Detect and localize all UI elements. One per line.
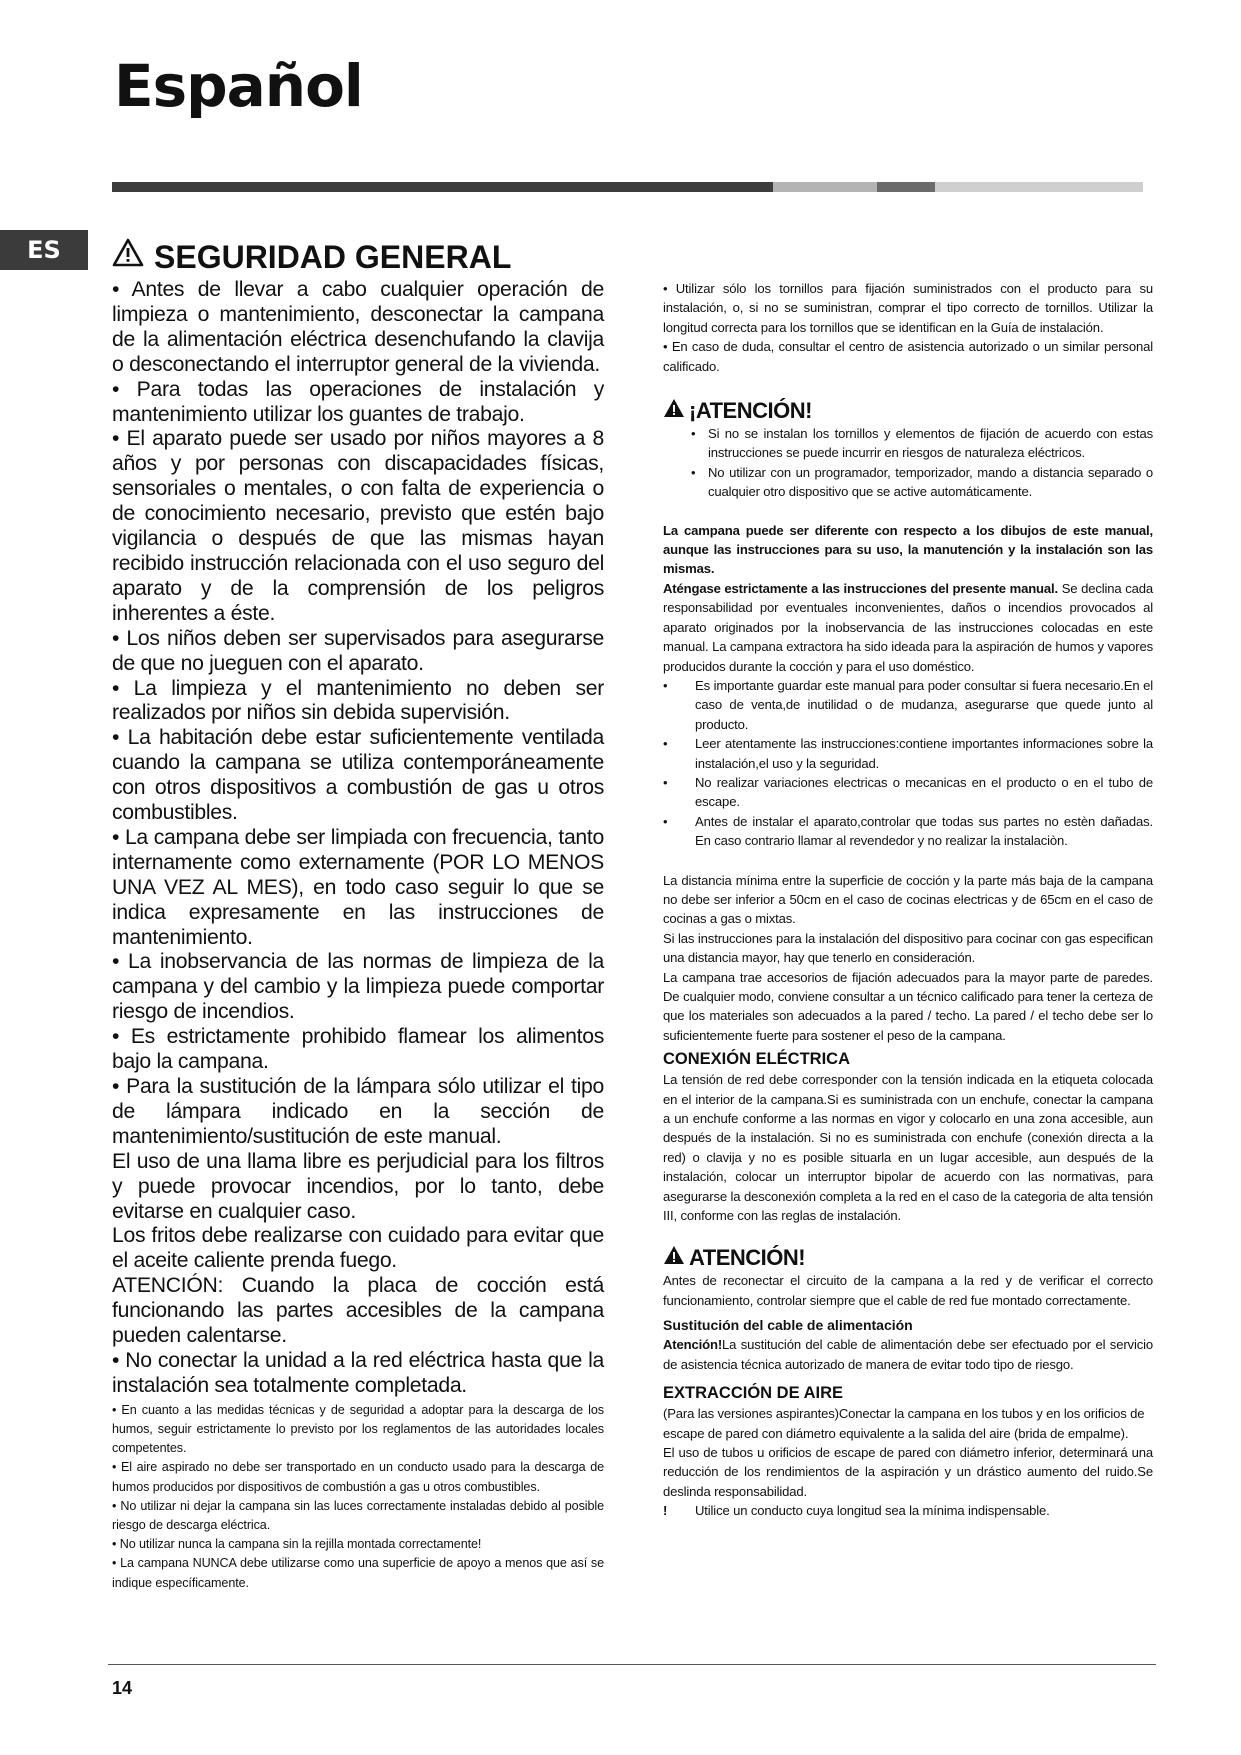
lead-rest: Se declina cada responsabilidad por eventuales inconvenientes, daños o incendios provocados al aparato originados por la inobservancia de las instrucciones colocadas en este manual. La campana extractora ha sido ideada para la aspiración de humos y vapores producidos durante la cocción y para el uso doméstico. xyxy=(663,580,1153,674)
list-item-text: Es importante guardar este manual para poder consultar si fuera necesario.En el caso de venta,de inutilidad o de mudanza, asegurarse que quede junto al producto. xyxy=(695,677,1153,732)
list-item-text: No utilizar con un programador, temporizador, mando a distancia separado o cualquier otro dispositivo que se active automáticamente. xyxy=(708,464,1153,500)
electrical-heading: CONEXIÓN ELÉCTRICA xyxy=(663,1050,851,1069)
safety-main-text xyxy=(112,278,604,1399)
list-item-text: Si no se instalan los tornillos y elementos de fijación de acuerdo con estas instrucciones se puede incurrir en riesgos de naturaleza eléctricos. xyxy=(708,426,1153,461)
cable-text: La sustitución del cable de alimentación debe ser efectuado por el servicio de asistencia técnica autorizado de manera de evitar todo tipo de riesgo. xyxy=(663,1337,1153,1372)
paragraph: (Para las versiones aspirantes)Conectar la campana en los tubos y en los orificios de escape de pared con diámetro equivalente a la salida del aire (brida de empalme). xyxy=(663,1406,1145,1441)
bullet: • xyxy=(663,677,668,693)
bullet: • xyxy=(691,464,696,480)
air-heading: EXTRACCIÓN DE AIRE xyxy=(663,1384,843,1403)
paragraph: • La inobservancia de las normas de limpieza de la campana y del cambio y la limpieza puede comportar riesgo de incendios. xyxy=(112,950,604,1024)
list-item-text: No realizar variaciones electricas o mecanicas en el producto o en el tubo de escape. xyxy=(695,774,1153,810)
paragraph: • Utilizar sólo los tornillos para fijación suministrados con el producto para su instalación, o, si no se suministran, comprar el tipo correcto de tornillos. Utilizar la longitud correcta para los tornillos que se identifican en la Guía de instalación. xyxy=(663,281,1153,335)
warning-heading-text: ¡ATENCIÓN! xyxy=(689,398,812,424)
paragraph: La campana trae accesorios de fijación adecuados para la mayor parte de paredes. De cualquier modo, conviene consultar a un técnico calificado para tener la certeza de que los materiales son adecuados a la pared / techo. La pared / el techo debe ser lo suficientemente fuerte para sostener el peso de la campana. xyxy=(663,969,1153,1043)
paragraph: Antes de reconectar el circuito de la campana a la red y de verificar el correcto funcionamiento, controlar siempre que el cable de red fue montado correctamente. xyxy=(663,1273,1153,1308)
paragraph: • Para la sustitución de la lámpara sólo utilizar el tipo de lámpara indicado en la sección de mantenimiento/sustitución de este manual. xyxy=(112,1075,604,1148)
list-item xyxy=(663,734,1153,773)
header-bar-dark xyxy=(112,182,773,192)
bullet: • xyxy=(663,813,668,829)
list-item xyxy=(663,463,1153,502)
warning-heading xyxy=(663,398,1153,424)
paragraph: • No conectar la unidad a la red eléctrica hasta que la instalación sea totalmente completada. xyxy=(112,1348,604,1397)
bold-notice xyxy=(663,521,1153,579)
paragraph xyxy=(663,579,1153,676)
list-item-text: Leer atentamente las instrucciones:contiene importantes informaciones sobre la instalación,el uso y la seguridad. xyxy=(695,736,1153,771)
paragraph: • No utilizar nunca la campana sin la rejilla montada correctamente! xyxy=(112,1537,482,1552)
bold-lead: Aténgase estrictamente a las instrucciones del presente manual. xyxy=(663,580,1059,596)
list-item-text: Antes de instalar el aparato,controlar que todas sus partes no estèn dañadas. En caso contrario llamar al revendedor y no realizar la instalaciòn. xyxy=(695,813,1153,849)
section-title-text: SEGURIDAD GENERAL xyxy=(154,238,512,275)
list-item xyxy=(663,812,1153,851)
left-column xyxy=(112,238,604,1593)
bullet: • xyxy=(663,774,668,790)
page-number: 14 xyxy=(112,1678,133,1698)
paragraph: La tensión de red debe corresponder con la tensión indicada en la etiqueta colocada en el interior de la campana.Si es suministrada con un enchufe, conectar la campana a un enchufe conforme a las normas en vigor y colocarlo en una zona accesible, aun después de la instalación. Si no es suministrada con enchufe (conexión directa a la red) o clavija y no es posible situarla en un lugar accesible, aun después de la instalación, colocar un interruptor bipolar de acuerdo con las normativas, para asegurarse la desconexión completa a la red en el caso de la categoria de alta tensión III, conforme con las reglas de instalación. xyxy=(663,1072,1153,1224)
paragraph: • La habitación debe estar suficientemente ventilada cuando la campana se utiliza contemporáneamente con otros dispositivos a combustión de gas u otros combustibles. xyxy=(112,726,604,825)
list-item xyxy=(663,773,1153,812)
footer-divider xyxy=(108,1664,1156,1665)
list-item xyxy=(663,1501,1153,1520)
paragraph: Los fritos debe realizarse con cuidado para evitar que el aceite caliente prenda fuego. xyxy=(112,1224,604,1273)
safety-small-text xyxy=(112,1401,604,1593)
section-title xyxy=(112,238,604,276)
exclamation-mark: ! xyxy=(663,1503,668,1519)
list-item-text: Utilice un conducto cuya longitud sea la mínima indispensable. xyxy=(695,1503,1050,1519)
header-bar-light xyxy=(773,182,877,192)
paragraph xyxy=(663,1335,1153,1374)
cable-bold: Atención! xyxy=(663,1337,723,1353)
paragraph: • Es estrictamente prohibido flamear los alimentos bajo la campana. xyxy=(112,1025,604,1074)
paragraph: • No utilizar ni dejar la campana sin las luces correctamente instaladas debido al posible riesgo de descarga eléctrica. xyxy=(112,1498,604,1532)
bold-notice-text: La campana puede ser diferente con respecto a los dibujos de este manual, aunque las instrucciones para su uso, la manutención y la instalación son las mismas. xyxy=(663,522,1153,577)
language-tab: ES xyxy=(0,230,88,270)
paragraph: • El aparato puede ser usado por niños mayores a 8 años y por personas con discapacidades físicas, sensoriales o mentales, o con falta de experiencia o de conocimiento necesario, previsto que estén bajo vigilancia o después de que las mismas hayan recibido instrucción relacionada con el uso seguro del aparato y de la comprensión de los peligros inherentes a éste. xyxy=(112,427,604,625)
paragraph: • En cuanto a las medidas técnicas y de seguridad a adoptar para la descarga de los humos, seguir estrictamente lo previsto por los reglamentos de las autoridades locales competentes. xyxy=(112,1402,604,1456)
paragraph: • La campana NUNCA debe utilizarse como una superficie de apoyo a menos que así se indique específicamente. xyxy=(112,1556,604,1590)
page-title: Español xyxy=(114,52,363,120)
bullet: • xyxy=(691,426,696,442)
header-bar-mid xyxy=(877,182,935,192)
warning-heading xyxy=(663,1245,1153,1271)
paragraph: La distancia mínima entre la superficie de cocción y la parte más baja de la campana no debe ser inferior a 50cm en el caso de cocinas electricas y de 65cm en el caso de cocinas a gas o mixtas. xyxy=(663,872,1153,927)
paragraph: • Los niños deben ser supervisados para asegurarse de que no jueguen con el aparato. xyxy=(112,626,604,675)
list-item xyxy=(663,676,1153,734)
paragraph: Si las instrucciones para la instalación del dispositivo para cocinar con gas especifican una distancia mayor, hay que tenerlo en consideración. xyxy=(663,930,1153,966)
list-item xyxy=(663,424,1153,463)
warning-filled-icon xyxy=(663,398,685,424)
cable-heading: Sustitución del cable de alimentación xyxy=(663,1317,913,1334)
paragraph: El uso de tubos u orificios de escape de pared con diámetro inferior, determinará una reducción de los rendimientos de la aspiración y un drástico aumento del ruido.Se deslinda responsabilidad. xyxy=(663,1444,1153,1499)
paragraph: • La campana debe ser limpiada con frecuencia, tanto internamente como externamente (POR LO MENOS UNA VEZ AL MES), en todo caso seguir lo que se indica expresamente en las instrucciones de mantenimiento. xyxy=(112,825,604,949)
paragraph: • Para todas las operaciones de instalación y mantenimiento utilizar los guantes de trabajo. xyxy=(112,377,604,426)
paragraph: • La limpieza y el mantenimiento no deben ser realizados por niños sin debida supervisión. xyxy=(112,676,604,725)
warning-outline-icon xyxy=(112,238,144,276)
warning-heading-text: ATENCIÓN! xyxy=(689,1245,806,1271)
bullet: • xyxy=(663,736,668,752)
paragraph: • En caso de duda, consultar el centro de asistencia autorizado o un similar personal calificado. xyxy=(663,339,1153,374)
right-column xyxy=(663,279,1153,1521)
header-bar-lightest xyxy=(935,182,1143,192)
paragraph: El uso de una llama libre es perjudicial para los filtros y puede provocar incendios, por lo tanto, debe evitarse en cualquier caso. xyxy=(112,1149,604,1223)
paragraph: • El aire aspirado no debe ser transportado en un conducto usado para la descarga de humos producidos por dispositivos de combustión a gas u otros combustibles. xyxy=(112,1460,604,1494)
paragraph: ATENCIÓN: Cuando la placa de cocción está funcionando las partes accesibles de la campana pueden calentarse. xyxy=(112,1274,604,1348)
paragraph: • Antes de llevar a cabo cualquier operación de limpieza o mantenimiento, desconectar la campana de la alimentación eléctrica desenchufando la clavija o desconectando el interruptor general de la vivienda. xyxy=(112,278,604,376)
warning-filled-icon xyxy=(663,1245,685,1271)
